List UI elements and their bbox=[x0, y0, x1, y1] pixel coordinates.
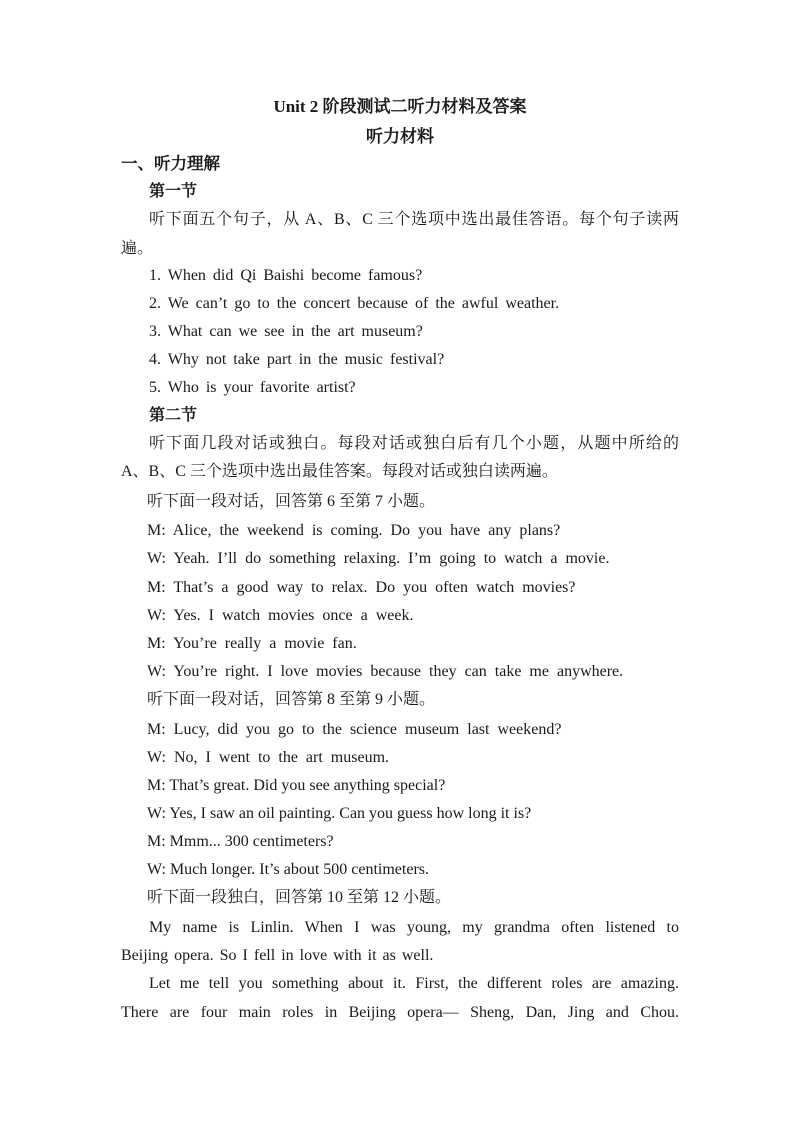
page-title: Unit 2 阶段测试二听力材料及答案 bbox=[273, 97, 527, 116]
monologue-paragraph-line: Beijing opera. So I fell in love with it as well. bbox=[121, 947, 434, 964]
section-heading: 一、听力理解 bbox=[121, 154, 220, 173]
part1-instruction-line1: 听下面五个句子，从 A、B、C 三个选项中选出最佳答语。每个句子读两 bbox=[149, 211, 679, 228]
part2-heading: 第二节 bbox=[149, 407, 198, 424]
dialog-line: W: Yes. I watch movies once a week. bbox=[147, 607, 414, 624]
part1-instruction-line2: 遍。 bbox=[121, 240, 154, 257]
monologue-paragraph-line: There are four main roles in Beijing opera— Sheng, Dan, Jing and Chou. bbox=[121, 1004, 679, 1021]
dialog-line: M: Alice, the weekend is coming. Do you have any plans? bbox=[147, 522, 561, 539]
dialog-line: W: You’re right. I love movies because they can take me anywhere. bbox=[147, 663, 624, 680]
question-item: 1. When did Qi Baishi become famous? bbox=[149, 267, 423, 284]
monologue-intro: 听下面一段独白，回答第 10 至第 12 小题。 bbox=[147, 889, 452, 906]
dialog-line: M: Lucy, did you go to the science museum last weekend? bbox=[147, 721, 562, 738]
dialog-line: W: Yes, I saw an oil painting. Can you guess how long it is? bbox=[147, 805, 532, 822]
question-item: 4. Why not take part in the music festival? bbox=[149, 351, 445, 368]
dialog-line: W: Much longer. It’s about 500 centimeters. bbox=[147, 861, 430, 878]
monologue-paragraph-line: Let me tell you something about it. First, the different roles are amazing. bbox=[149, 975, 679, 992]
part2-instruction-line2: A、B、C 三个选项中选出最佳答案。每段对话或独白读两遍。 bbox=[121, 463, 558, 480]
page-subtitle: 听力材料 bbox=[366, 127, 434, 146]
dialog-line: W: Yeah. I’ll do something relaxing. I’m going to watch a movie. bbox=[147, 550, 610, 567]
question-item: 5. Who is your favorite artist? bbox=[149, 379, 356, 396]
dialog-line: M: Mmm... 300 centimeters? bbox=[147, 833, 334, 850]
monologue-paragraph-line: My name is Linlin. When I was young, my grandma often listened to bbox=[149, 919, 679, 936]
dialog-line: W: No, I went to the art museum. bbox=[147, 749, 390, 766]
question-item: 3. What can we see in the art museum? bbox=[149, 323, 423, 340]
dialog-line: M: That’s great. Did you see anything special? bbox=[147, 777, 446, 794]
question-item: 2. We can’t go to the concert because of the awful weather. bbox=[149, 295, 560, 312]
dialog-line: M: That’s a good way to relax. Do you often watch movies? bbox=[147, 579, 576, 596]
dialog-line: M: You’re really a movie fan. bbox=[147, 635, 357, 652]
part1-heading: 第一节 bbox=[149, 183, 198, 200]
part2-instruction-line1: 听下面几段对话或独白。每段对话或独白后有几个小题，从题中所给的 bbox=[149, 435, 679, 452]
dialog-intro: 听下面一段对话，回答第 6 至第 7 小题。 bbox=[147, 493, 436, 510]
dialog-intro: 听下面一段对话，回答第 8 至第 9 小题。 bbox=[147, 691, 436, 708]
